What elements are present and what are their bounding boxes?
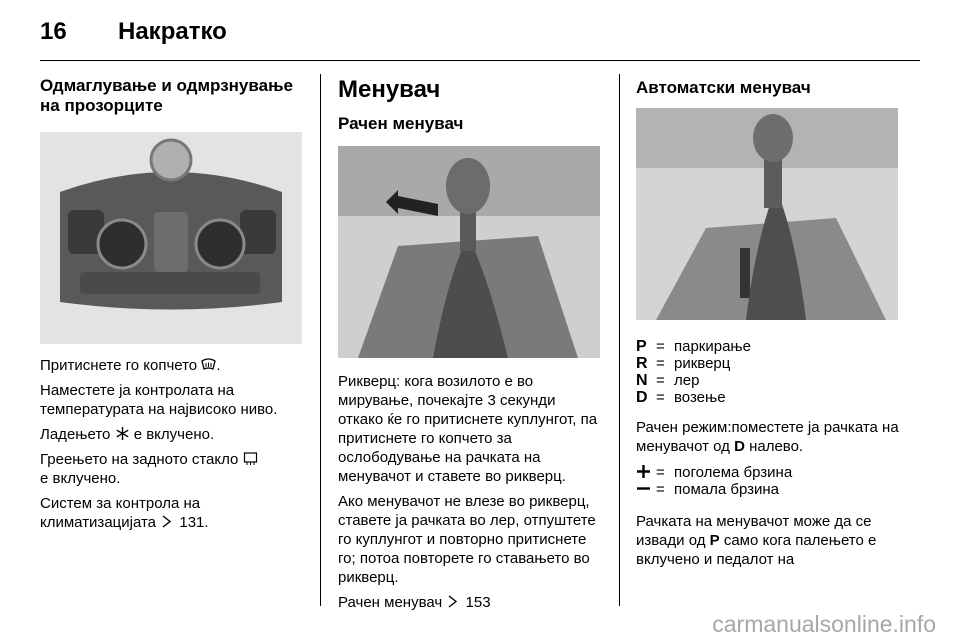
legend-item: = помала брзина <box>636 481 904 498</box>
windshield-defrost-icon <box>201 357 216 372</box>
page-title: Накратко <box>118 18 227 45</box>
paragraph-climate-ref: Систем за контрола на климатизацијата 131. <box>40 495 209 531</box>
legend-item: P = паркирање <box>636 338 751 355</box>
section-heading-defrost: Одмаглување и одмрзнување на прозорците <box>40 76 293 115</box>
section-heading-automatic: Автоматски менувач <box>636 78 811 97</box>
legend-item: = поголема брзина <box>636 464 904 481</box>
legend-item: R = рикверц <box>636 355 731 372</box>
shift-legend <box>636 464 904 498</box>
page-header <box>40 18 227 46</box>
legend-item: D = возење <box>636 389 726 406</box>
subheading-manual: Рачен менувач <box>338 114 464 133</box>
column-divider <box>619 74 620 606</box>
column-transmission <box>338 76 602 618</box>
gear-legend <box>636 338 904 406</box>
snowflake-icon <box>115 426 130 441</box>
paragraph-reverse: Рикверц: кога возилото е во мирување, почекајте 3 секунди откако ќе го притиснете куплунгот, па притиснете го копчето за ослободување на рачката на менувачот и ставете во рикверц. <box>338 373 598 485</box>
paragraph-cooling: Ладењето е вклучено. <box>40 426 215 443</box>
reference-arrow-icon <box>160 514 175 529</box>
column-divider <box>320 74 321 606</box>
paragraph-manual-mode: Рачен режим:поместете ја рачката на менувачот од D налево. <box>636 419 899 455</box>
paragraph-temperature: Наместете ја контролата на температурата на највисоко ниво. <box>40 382 278 418</box>
plus-icon <box>636 464 651 479</box>
minus-icon <box>636 481 651 496</box>
legend-item: N = лер <box>636 372 700 389</box>
reference-arrow-icon <box>446 594 461 609</box>
paragraph-key-removal: Рачката на менувачот може да се извади од P само кога палењето е вклучено и педалот на <box>636 513 877 568</box>
page-number: 16 <box>40 18 67 45</box>
paragraph-manual-ref: Рачен менувач 153 <box>338 594 491 611</box>
section-heading-transmission: Менувач <box>338 76 441 103</box>
paragraph-press-button: Притиснете го копчето . <box>40 357 221 374</box>
rear-window-heat-icon <box>243 451 258 466</box>
header-divider <box>40 60 920 61</box>
column-defrost <box>40 76 304 538</box>
column-automatic <box>636 76 904 575</box>
paragraph-reverse-fail: Ако менувачот не влезе во рикверц, ставете ја рачката во лер, отпуштете го куплунгот и повторно притиснете го; потоа повторете го ставањето во рикверц. <box>338 493 596 586</box>
paragraph-rear-heat: Греењето на задното стакло е вклучено. <box>40 450 304 488</box>
watermark: carmanualsonline.info <box>712 611 936 637</box>
manual-gearbox-photo <box>338 146 600 358</box>
climate-control-photo <box>40 132 302 344</box>
automatic-gearbox-photo <box>636 108 898 320</box>
